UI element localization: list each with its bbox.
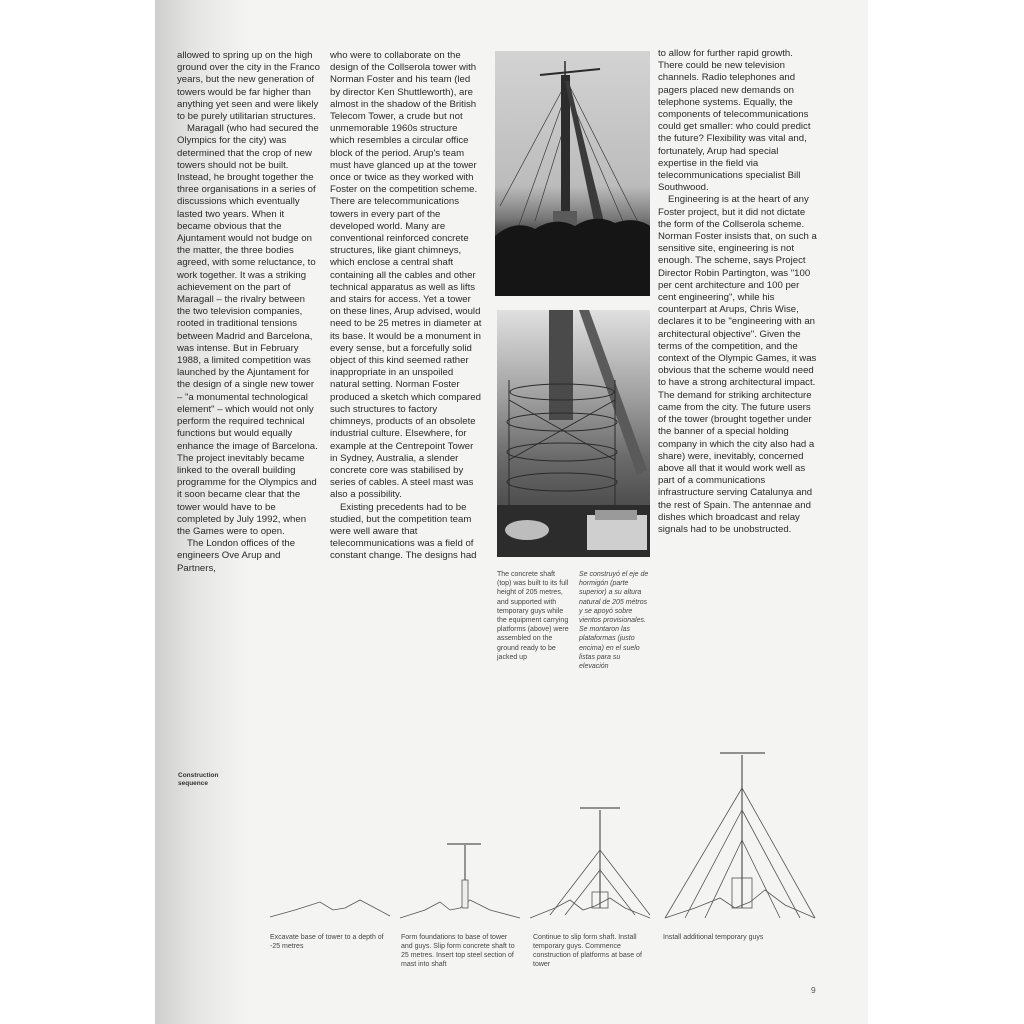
paragraph: allowed to spring up on the high ground over the city in the Franco years, but the new generation of towers would be far higher than anything yet seen and were likely to be purely utilitarian structures. [177,50,320,123]
text-column-4 [658,48,818,536]
construction-sequence-label: Construction sequence [178,772,219,787]
text-column-2 [330,50,483,563]
photo-platform-assembly [497,310,650,557]
sequence-step-caption: Excavate base of tower to a depth of -25 metres [270,934,384,950]
paragraph: The London offices of the engineers Ove Arup and Partners, [177,538,296,574]
sequence-step-caption: Form foundations to base of tower and guys. Slip form concrete shaft to 25 metres. Insert top steel section of mast into shaft [401,934,515,968]
construction-sequence-diagram [265,740,825,940]
step2-terrain [400,900,520,918]
text-column-1 [177,50,320,575]
book-page [155,0,868,1024]
paragraph: who were to collaborate on the design of the Collserola tower with Norman Foster and his team (led by director Ken Shuttleworth), are almost in the shadow of the British Telecom Tower, a crude but not unmemorable 1960s structure which resembles a circular office block of the period. Arup's team must have glanced up at the tower once or twice as they worked with Foster on the competition scheme. There are telecommunications towers in every part of the developed world. Many are conventional reinforced concrete structures, like giant chimneys, which enclose a central shaft containing all the cables and other technical apparatus as well as lifts and stairs for access. Yet a tower on these lines, Arup advised, would need to be 25 metres in diameter at its base. It would be a monument in every sense, but a forcefully solid object of this kind seemed rather inappropriate in an unspoiled natural setting. Norman Foster produced a sketch which compared such structures to factory chimneys, products of an obsolete industrial culture. Elsewhere, for example at the Centrepoint Tower in Sydney, Australia, a slender concrete core was stabilised by series of cables. A steel mast was also a possibility. [330,50,482,501]
paragraph: Engineering is at the heart of any Foster project, but it did not dictate the form of the Collserola scheme. Norman Foster insists that, on such a sensitive site, engineering is not enough. The scheme, says Project Director Robin Partington, was "100 per cent architecture and 100 per cent engineering", while his counterpart at Arups, Chris Wise, declares it to be "engineering with an architectural objective". Given the terms of the competition, and the context of the Olympic Games, it was obvious that the scheme would need to have a strong architectural impact. The demand for striking architecture came from the city. The future users of the tower (brought together under the banner of a special holding company in which the city also had a share) were, inevitably, concerned above all that it would work well as part of a communications infrastructure serving Catalunya and the rest of Spain. The antennae and dishes which broadcast and relay signals had to be unobstructed. [658,194,817,535]
page-number: 9 [811,985,816,995]
photo-concrete-shaft [495,51,650,296]
step1-terrain [270,900,390,917]
paragraph: Existing precedents had to be studied, but the competition team were well aware that telecommunications was a field of constant change. The designs had [330,501,477,562]
photo-caption-english: The concrete shaft (top) was built to its full height of 205 metres, and supported with temporary guys while the equipment carrying platforms (above) were assembled on the ground ready to be jacked up [497,571,569,661]
paragraph: Maragall (who had secured the Olympics for the city) was determined that the crop of new towers should not be built. Instead, he brought together the three organisations in a series of discussions which eventually lasted two years. When it became obvious that the Ajuntament would not budge on the matter, the three bodies agreed, with some reluctance, to work together. It was a striking achievement on the part of Maragall – the rivalry between the two television companies, rooted in traditional tensions between Madrid and Barcelona, was intense. But in February 1988, a limited competition was launched by the Ajuntament for the design of a single new tower – "a monumental technological element" – which would not only perform the required technical functions but would equally enhance the image of Barcelona. The project inevitably became linked to the overall building programme for the Olympics and it soon became clear that the tower would have to be completed by July 1992, when the Games were to open. [177,123,319,537]
paragraph: to allow for further rapid growth. There could be new television channels. Radio telephones and pagers placed new demands on telephone systems. Equally, the components of telecommunications could get smaller: who could predict the future? Flexibility was vital and, fortunately, Arup had special expertise in the field via telecommunications specialist Bill Southwood. [658,48,811,194]
photo-caption-spanish: Se construyó el eje de hormigón (parte superior) a su altura natural de 205 métros y se apoyó sobre vientos provisionales. Se montaron las plataformas (justo encima) en el suelo listas para su elevación [579,571,649,671]
sequence-step-caption: Install additional temporary guys [663,934,764,941]
step3-terrain [530,898,650,918]
sequence-step-caption: Continue to slip form shaft. Install temporary guys. Commence construction of platforms at base of tower [533,934,642,968]
